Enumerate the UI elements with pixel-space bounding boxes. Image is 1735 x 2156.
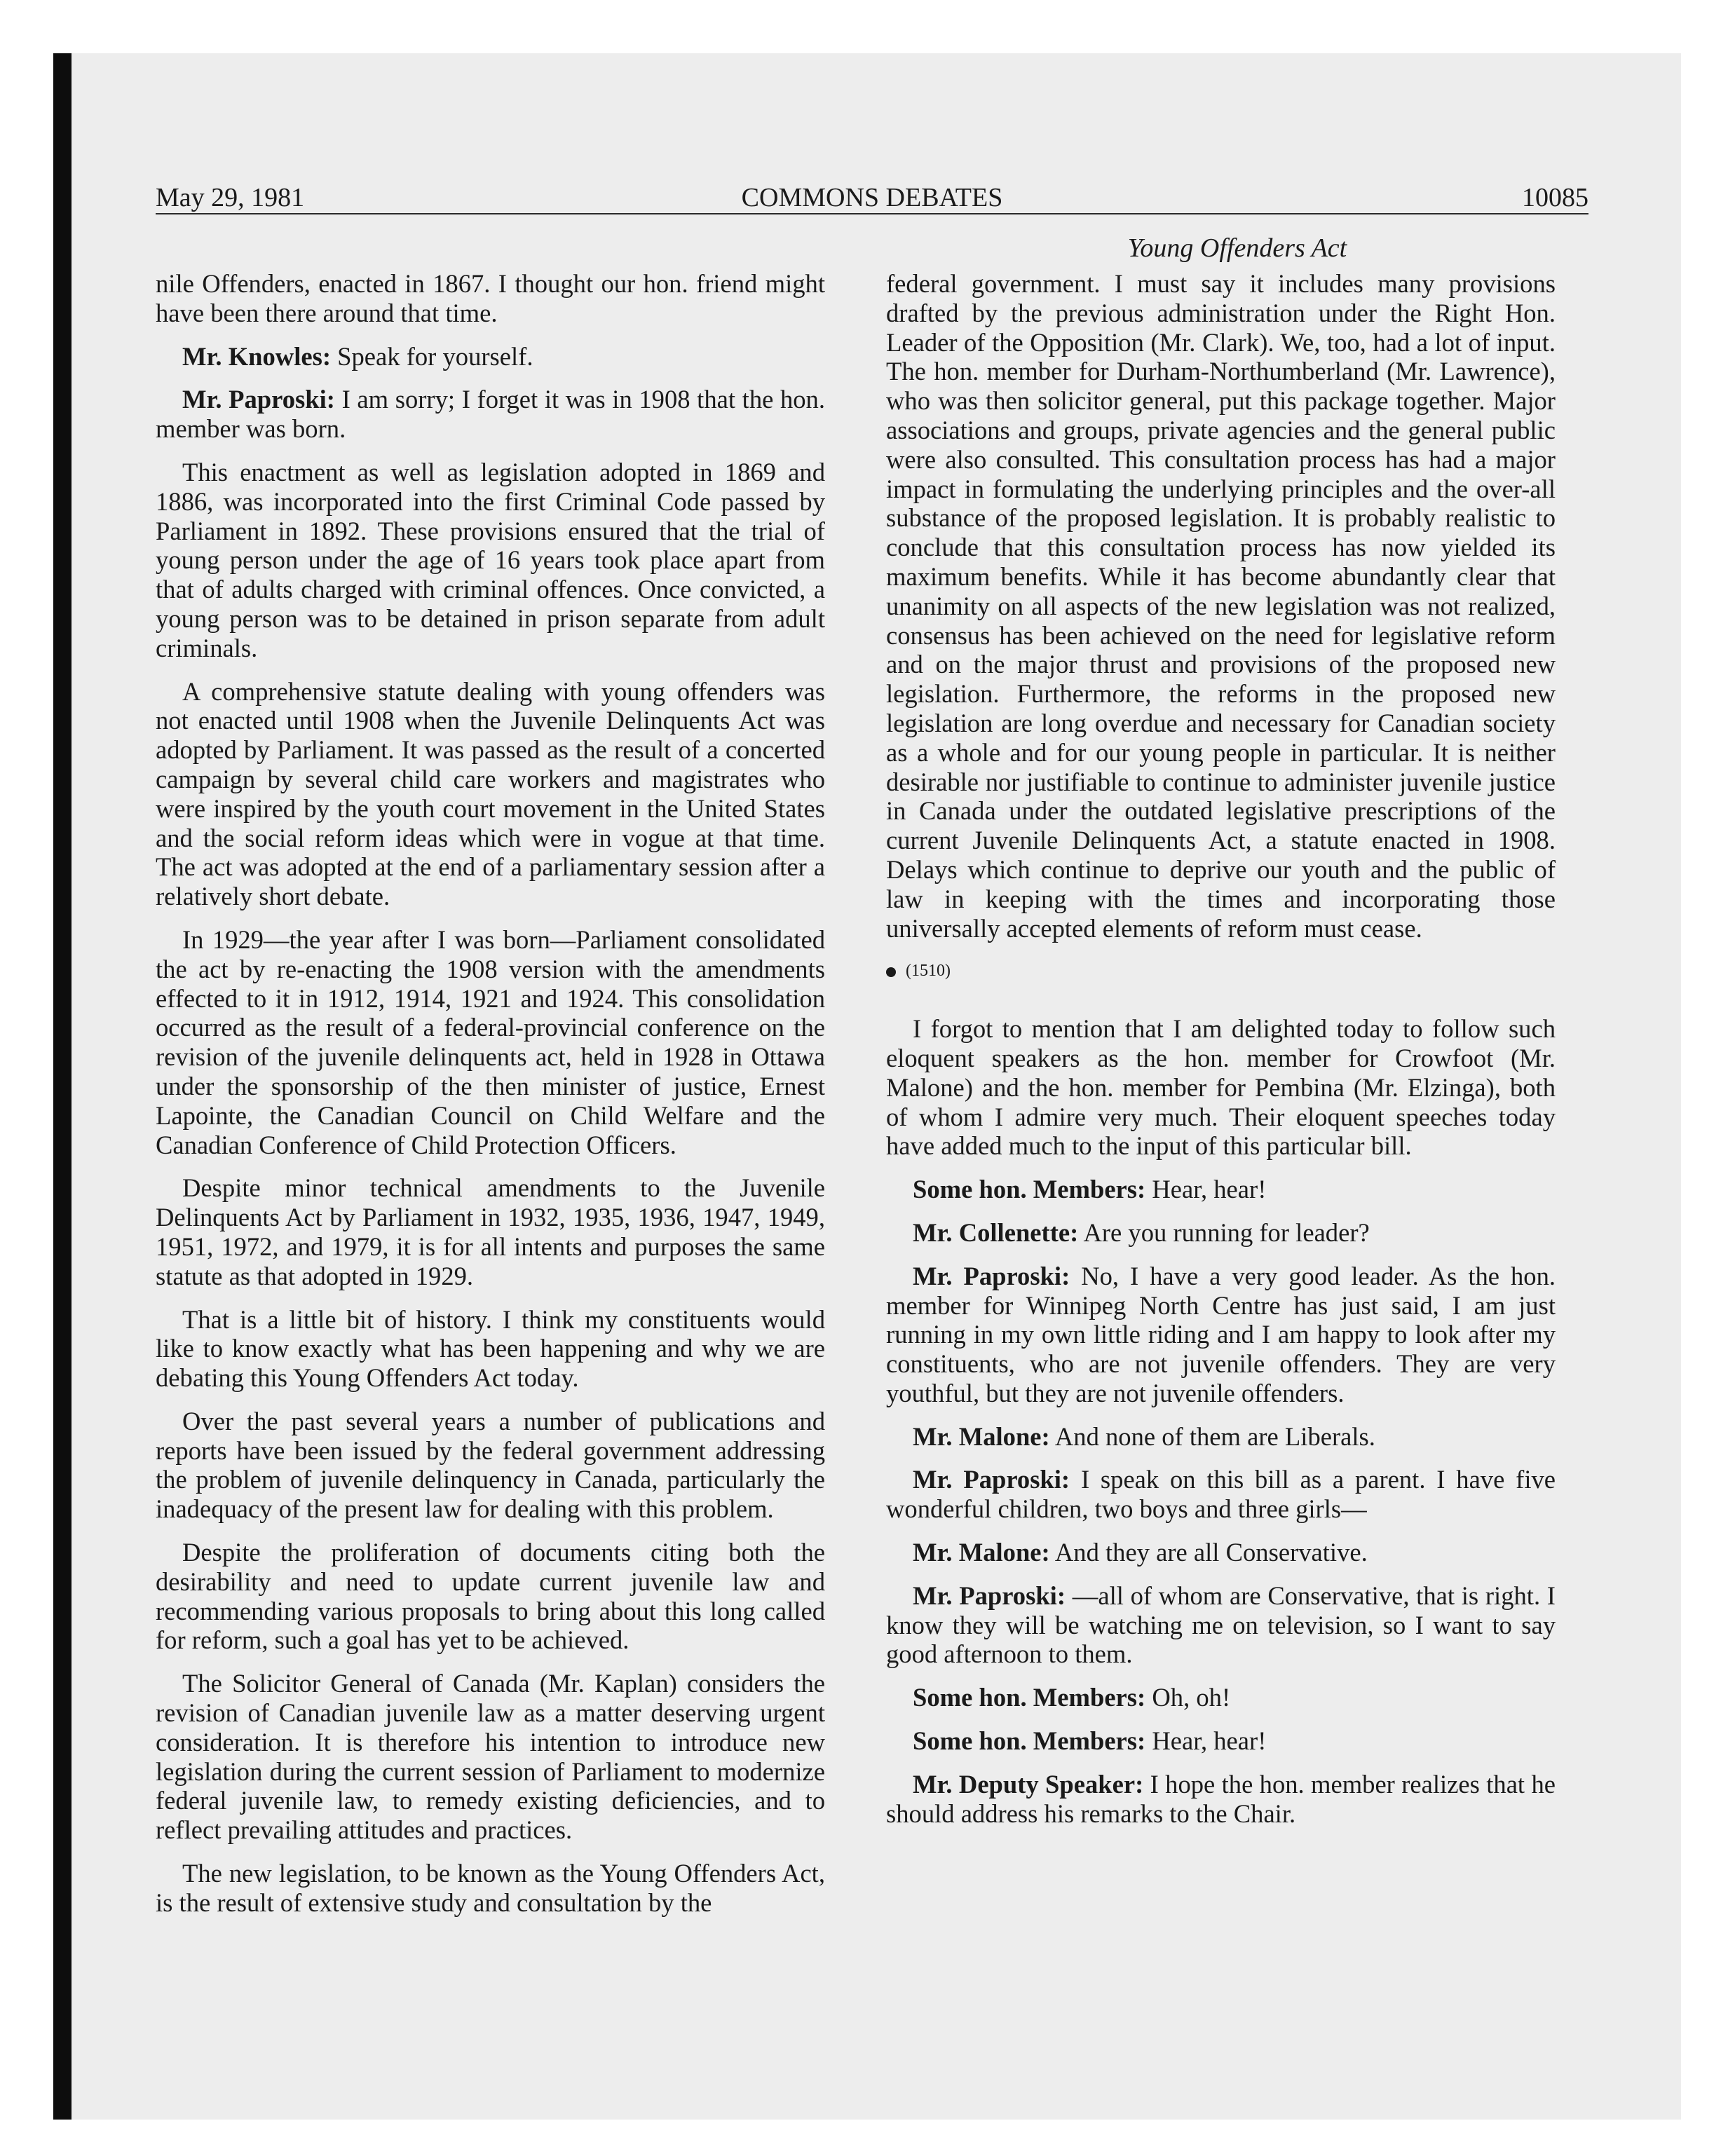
paragraph-text: Over the past several years a number of publications and reports have been issued by the federal government addressing the problem of juvenile delinquency in Canada, particularly the inadequacy of the present law for dealing with this problem. xyxy=(156,1406,825,1524)
paragraph xyxy=(156,925,825,1159)
paragraph-text: Are you running for leader? xyxy=(1083,1217,1370,1247)
right-column-bottom xyxy=(886,1014,1556,1828)
binding-edge xyxy=(53,53,72,2120)
paragraph-text: Despite minor technical amendments to the Juvenile Delinquents Act by Parliament in 1932, 1935, 1936, 1947, 1949, 1951, 1972, and 1979, it is for all intents and purposes the same statute as that adopted in 1929. xyxy=(156,1173,825,1290)
paragraph-text: That is a little bit of history. I think my constituents would like to know exactly what has been happening and why we are debating this Young Offenders Act today. xyxy=(156,1304,825,1393)
paragraph-text: Hear, hear! xyxy=(1152,1726,1267,1756)
paragraph-text: Hear, hear! xyxy=(1152,1175,1267,1204)
paragraph-text: No, I have a very good leader. As the hon. member for Winnipeg North Centre has just said, I am just running in my own little riding and I am happy to look after my constituents, who are not juvenile offenders. They are very youthful, but they are not juvenile offenders. xyxy=(886,1261,1556,1407)
paragraph xyxy=(156,677,825,911)
paragraph xyxy=(156,385,825,444)
paragraph xyxy=(156,1407,825,1524)
paragraph-text: In 1929—the year after I was born—Parliament consolidated the act by re-enacting the 1908 version with the amendments effected to it in 1912, 1914, 1921 and 1924. This consolidation occurred as the result of a federal-provincial conference on the revision of the juvenile delinquents act, held in 1928 in Ottawa under the sponsorship of the then minister of justice, Ernest Lapointe, the Canadian Council on Child Welfare and the Canadian Conference of Child Protection Officers. xyxy=(156,925,825,1159)
paragraph xyxy=(156,458,825,663)
paragraph-text: I speak on this bill as a parent. I have five wonderful children, two boys and three girls— xyxy=(886,1465,1556,1524)
paragraph xyxy=(156,269,825,328)
paragraph-text: Oh, oh! xyxy=(1152,1683,1231,1712)
paragraph xyxy=(156,1173,825,1290)
paragraph xyxy=(156,1669,825,1845)
paragraph xyxy=(886,1218,1556,1248)
paragraph xyxy=(886,1581,1556,1669)
speaker-name: Mr. Collenette: xyxy=(913,1217,1079,1247)
header-title: COMMONS DEBATES xyxy=(741,183,1003,212)
paragraph-text: And none of them are Liberals. xyxy=(1054,1421,1375,1451)
page-header xyxy=(156,181,1588,214)
paragraph xyxy=(886,269,1556,943)
bullet-icon xyxy=(886,967,896,977)
paragraph xyxy=(886,1683,1556,1712)
paragraph xyxy=(156,1305,825,1393)
speaker-name: Mr. Paproski: xyxy=(182,385,335,414)
paragraph-text: I am sorry; I forget it was in 1908 that the hon. member was born. xyxy=(156,385,825,444)
speaker-name: Mr. Malone: xyxy=(913,1421,1050,1451)
header-page-number: 10085 xyxy=(1522,183,1588,212)
paragraph xyxy=(886,1262,1556,1408)
speaker-name: Mr. Knowles: xyxy=(182,341,332,371)
paragraph xyxy=(886,1465,1556,1524)
speaker-name: Some hon. Members: xyxy=(913,1726,1146,1756)
speaker-name: Mr. Paproski: xyxy=(913,1261,1070,1290)
paragraph-text: I forgot to mention that I am delighted today to follow such eloquent speakers as the hon. member for Crowfoot (Mr. Malone) and the hon. member for Pembina (Mr. Elzinga), both of whom I admire very much. Their eloquent speeches today have added much to the input of this particular bill. xyxy=(886,1014,1556,1161)
speaker-name: Mr. Paproski: xyxy=(913,1465,1070,1494)
paragraph xyxy=(886,1422,1556,1452)
right-column-top xyxy=(886,269,1556,943)
paragraph xyxy=(886,1770,1556,1829)
paragraph xyxy=(156,342,825,371)
paragraph xyxy=(886,1175,1556,1204)
running-head: Young Offenders Act xyxy=(1127,233,1347,263)
paragraph-text: The Solicitor General of Canada (Mr. Kaplan) considers the revision of Canadian juvenile law as a matter deserving urgent consideration. It is therefore his intention to introduce new legislation during the current session of Parliament to modernize federal juvenile law, to remedy existing deficiencies, and to reflect prevailing attitudes and practices. xyxy=(156,1669,825,1845)
paragraph-text: Speak for yourself. xyxy=(337,341,533,371)
paragraph-text: And they are all Conservative. xyxy=(1054,1538,1368,1567)
paragraph xyxy=(886,1014,1556,1161)
header-date: May 29, 1981 xyxy=(156,183,305,212)
paragraph xyxy=(156,1859,825,1918)
paragraph-text: federal government. I must say it includes many provisions drafted by the previous administration under the Right Hon. Leader of the Opposition (Mr. Clark). We, too, had a lot of input. The hon. member for Durham-Northumberland (Mr. Lawrence), who was then solicitor general, put this package together. Major associations and groups, private agencies and the general public were also consulted. This consultation process has had a major impact in formulating the underlying principles and the over-all substance of the proposed legislation. It is probably realistic to conclude that this consultation process has now yielded its maximum benefits. While it has become abundantly clear that unanimity on all aspects of the new legislation was not realized, consensus has been achieved on the need for legislative reform and on the major thrust and provisions of the proposed new legislation. Furthermore, the reforms in the proposed new legislation are long overdue and necessary for Canadian society as a whole and for our young people in particular. It is neither desirable nor justifiable to continue to administer juvenile justice in Canada under the outdated legislative prescriptions of the current Juvenile Delinquents Act, a statute enacted in 1908. Delays which continue to deprive our youth and the public of law in keeping with the times and incorporating those universally accepted elements of reform must cease. xyxy=(886,269,1556,943)
paragraph-text: The new legislation, to be known as the Young Offenders Act, is the result of extensive study and consultation by the xyxy=(156,1859,825,1917)
speaker-name: Mr. Malone: xyxy=(913,1538,1050,1567)
paragraph-text: This enactment as well as legislation adopted in 1869 and 1886, was incorporated into the first Criminal Code passed by Parliament in 1892. These provisions ensured that the trial of young person under the age of 16 years took place apart from that of adults charged with criminal offences. Once convicted, a young person was to be detained in prison separate from adult criminals. xyxy=(156,457,825,662)
right-column xyxy=(886,269,1556,1842)
time-marker xyxy=(886,957,1556,986)
paragraph xyxy=(156,1538,825,1655)
speaker-name: Some hon. Members: xyxy=(913,1175,1146,1204)
time-marker-label: (1510) xyxy=(906,962,951,981)
paragraph xyxy=(886,1726,1556,1756)
left-column xyxy=(156,269,825,1932)
header-divider xyxy=(156,213,1588,214)
paragraph-text: nile Offenders, enacted in 1867. I thought our hon. friend might have been there around that time. xyxy=(156,269,825,327)
paragraph-text: I hope the hon. member realizes that he should address his remarks to the Chair. xyxy=(886,1769,1556,1828)
paragraph-text: —all of whom are Conservative, that is right. I know they will be watching me on television, so I want to say good afternoon to them. xyxy=(886,1581,1556,1669)
speaker-name: Some hon. Members: xyxy=(913,1683,1146,1712)
paragraph-text: Despite the proliferation of documents citing both the desirability and need to update current juvenile law and recommending various proposals to bring about this long called for reform, such a goal has yet to be achieved. xyxy=(156,1538,825,1655)
paragraph-text: A comprehensive statute dealing with young offenders was not enacted until 1908 when the Juvenile Delinquents Act was adopted by Parliament. It was passed as the result of a concerted campaign by several child care workers and magistrates who were inspired by the youth court movement in the United States and the social reform ideas which were in vogue at that time. The act was adopted at the end of a parliamentary session after a relatively short debate. xyxy=(156,676,825,911)
speaker-name: Mr. Paproski: xyxy=(913,1581,1066,1610)
paragraph xyxy=(886,1538,1556,1567)
speaker-name: Mr. Deputy Speaker: xyxy=(913,1769,1144,1799)
